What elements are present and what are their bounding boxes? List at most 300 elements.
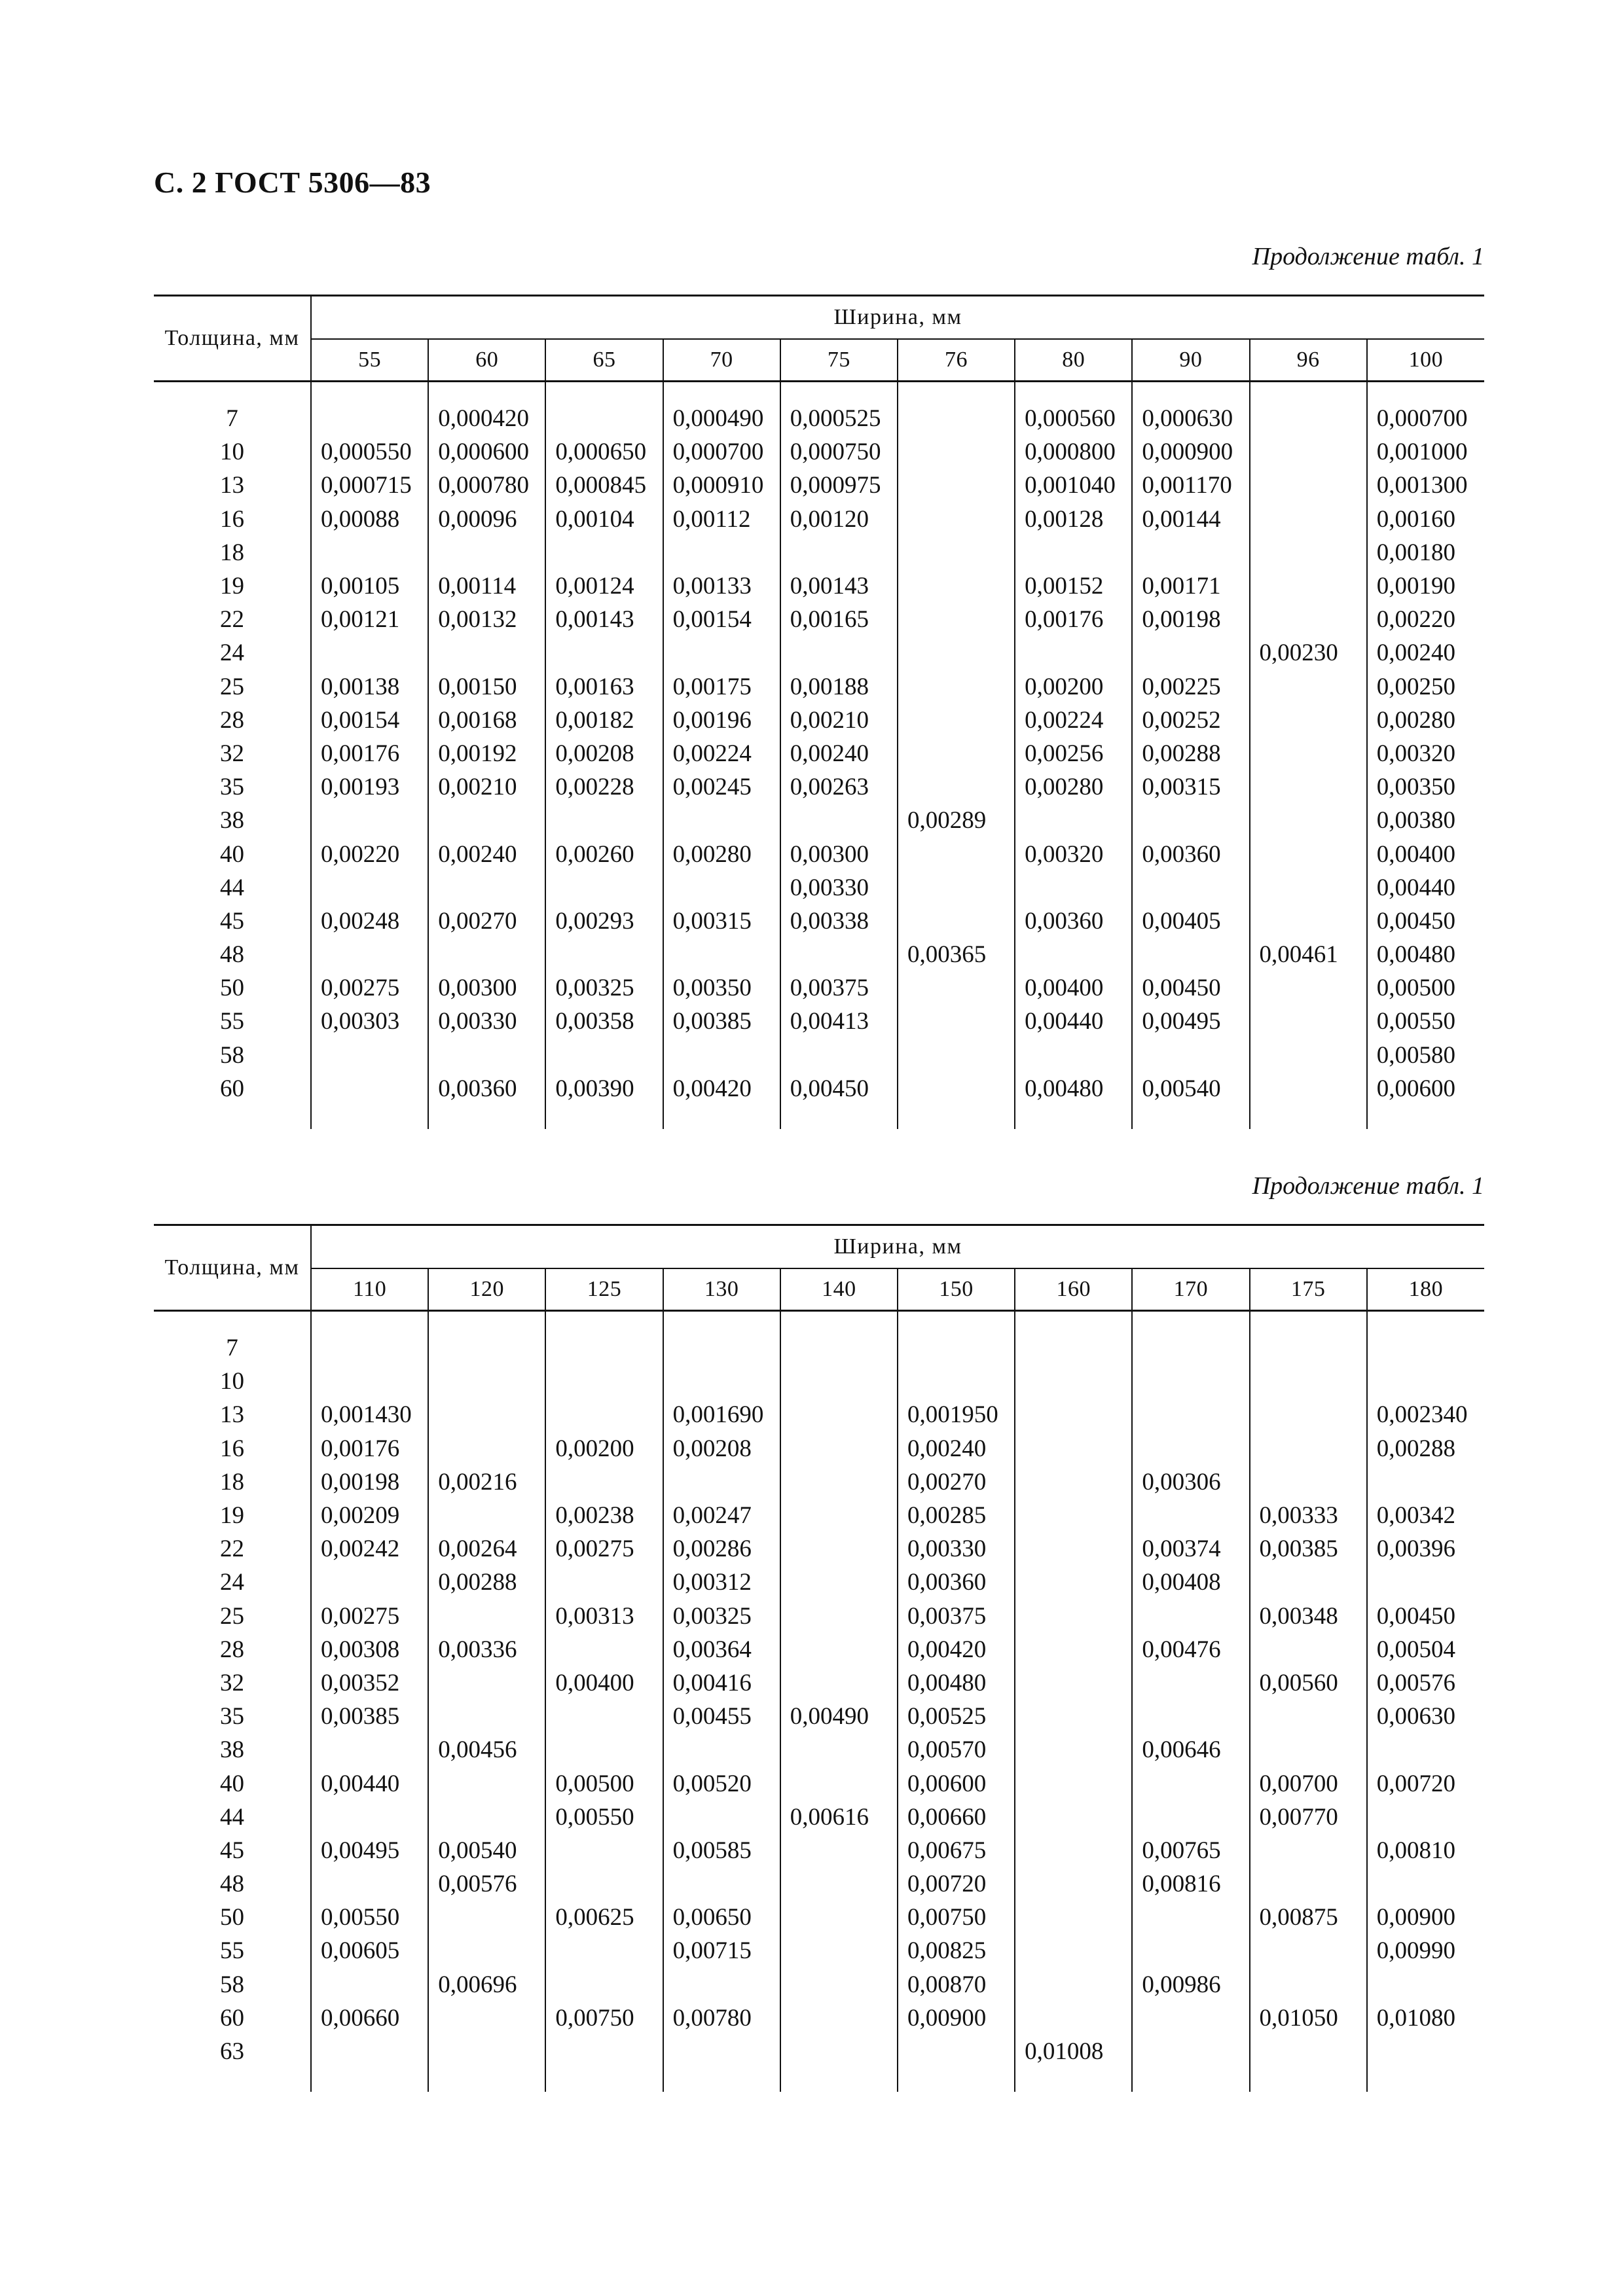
value-cell: 0,001690	[663, 1398, 780, 1431]
value-cell: 0,00247	[663, 1499, 780, 1532]
value-cell	[428, 1801, 545, 1834]
value-cell: 0,00585	[663, 1834, 780, 1867]
value-cell	[545, 804, 663, 837]
value-cell	[780, 938, 898, 971]
value-cell: 0,00190	[1376, 573, 1455, 600]
thickness-cell: 13	[154, 1398, 311, 1431]
value-cell: 0,00540	[428, 1834, 545, 1867]
value-cell	[311, 1867, 428, 1901]
value-cell	[1015, 1767, 1132, 1800]
value-cell	[1015, 1934, 1132, 1967]
value-cell: 0,00416	[663, 1666, 780, 1700]
value-cell	[1132, 1666, 1249, 1700]
value-cell: 0,00385	[1250, 1532, 1367, 1566]
value-cell: 0,00605	[311, 1934, 428, 1967]
data-table-2	[154, 1224, 1484, 2092]
table-row	[154, 971, 1484, 1005]
value-cell	[1015, 938, 1132, 971]
value-cell: 0,002340	[1376, 1401, 1468, 1429]
value-cell	[1367, 1566, 1484, 1599]
value-cell: 0,00143	[545, 603, 663, 636]
value-cell: 0,00450	[1132, 971, 1249, 1005]
value-cell: 0,00358	[545, 1005, 663, 1038]
value-cell: 0,00320	[1376, 740, 1455, 767]
table-row	[154, 737, 1484, 770]
value-cell	[780, 1331, 898, 1365]
value-cell	[428, 1767, 545, 1800]
value-cell	[1250, 1072, 1367, 1105]
value-cell	[428, 1039, 545, 1072]
value-cell: 0,00198	[1132, 603, 1249, 636]
value-cell	[1250, 804, 1367, 837]
value-cell: 0,00720	[898, 1867, 1015, 1901]
value-cell	[898, 770, 1015, 804]
value-cell	[545, 2035, 663, 2068]
value-cell	[1250, 1733, 1367, 1767]
value-cell: 0,00330	[898, 1532, 1015, 1566]
value-cell	[1250, 1934, 1367, 1967]
value-cell: 0,00263	[780, 770, 898, 804]
value-cell: 0,00576	[428, 1867, 545, 1901]
value-cell	[898, 2035, 1015, 2068]
value-cell: 0,00220	[1376, 606, 1455, 634]
value-cell: 0,00900	[1376, 1904, 1455, 1931]
thickness-cell: 35	[154, 770, 311, 804]
value-cell	[428, 1432, 545, 1465]
value-cell	[1250, 603, 1367, 636]
value-cell: 0,00114	[428, 569, 545, 603]
value-cell	[663, 804, 780, 837]
value-cell	[1015, 1398, 1132, 1431]
value-cell: 0,00240	[898, 1432, 1015, 1465]
value-cell	[898, 636, 1015, 670]
value-cell	[428, 1331, 545, 1365]
page-header: С. 2 ГОСТ 5306—83	[154, 166, 431, 199]
value-cell: 0,00400	[1015, 971, 1132, 1005]
value-cell	[1015, 1901, 1132, 1934]
value-cell: 0,000550	[311, 435, 428, 469]
value-cell: 0,00630	[1376, 1703, 1455, 1731]
value-cell	[663, 1801, 780, 1834]
value-cell	[545, 1633, 663, 1666]
value-cell	[1132, 1801, 1249, 1834]
value-cell	[1250, 670, 1367, 704]
value-cell	[428, 1600, 545, 1633]
width-column-header: 130	[663, 1268, 780, 1311]
value-cell	[780, 1365, 898, 1398]
value-cell: 0,00540	[1132, 1072, 1249, 1105]
value-cell: 0,00413	[780, 1005, 898, 1038]
value-cell: 0,00198	[311, 1465, 428, 1499]
value-cell	[1367, 1733, 1484, 1767]
value-cell: 0,00176	[311, 737, 428, 770]
value-cell	[1250, 1867, 1367, 1901]
thickness-cell: 60	[154, 1072, 311, 1105]
value-cell	[1250, 837, 1367, 870]
value-cell	[780, 1733, 898, 1767]
value-cell	[898, 1072, 1015, 1105]
value-cell	[898, 503, 1015, 536]
value-cell: 0,00550	[1376, 1008, 1455, 1035]
width-column-header: 110	[311, 1268, 428, 1311]
value-cell: 0,00325	[545, 971, 663, 1005]
value-cell: 0,00650	[663, 1901, 780, 1934]
value-cell: 0,00104	[545, 503, 663, 536]
table-row	[154, 1432, 1484, 1465]
value-cell: 0,00150	[428, 670, 545, 704]
width-column-header: 140	[780, 1268, 898, 1311]
value-cell: 0,00400	[1376, 840, 1455, 868]
value-cell	[898, 971, 1015, 1005]
value-cell: 0,000525	[780, 402, 898, 435]
value-cell: 0,00720	[1376, 1770, 1455, 1797]
thickness-cell: 40	[154, 1767, 311, 1800]
value-cell: 0,00260	[545, 837, 663, 870]
value-cell: 0,00576	[1376, 1669, 1455, 1696]
table-row	[154, 1532, 1484, 1566]
value-cell: 0,00616	[780, 1801, 898, 1834]
thickness-cell: 38	[154, 804, 311, 837]
value-cell	[780, 636, 898, 670]
value-cell: 0,00288	[428, 1566, 545, 1599]
width-column-header: 180	[1408, 1277, 1444, 1301]
thickness-cell: 7	[154, 1331, 311, 1365]
width-column-header: 65	[545, 339, 663, 382]
value-cell	[1015, 1801, 1132, 1834]
value-cell	[1250, 1432, 1367, 1465]
value-cell: 0,000900	[1132, 435, 1249, 469]
value-cell: 0,000750	[780, 435, 898, 469]
value-cell: 0,00270	[898, 1465, 1015, 1499]
value-cell: 0,00312	[663, 1566, 780, 1599]
value-cell	[1250, 1365, 1367, 1398]
value-cell	[1250, 503, 1367, 536]
value-cell	[311, 1365, 428, 1398]
value-cell: 0,00455	[663, 1700, 780, 1733]
value-cell: 0,00780	[663, 2001, 780, 2035]
value-cell	[1132, 1934, 1249, 1967]
value-cell	[428, 1365, 545, 1398]
value-cell	[1015, 1465, 1132, 1499]
value-cell: 0,00870	[898, 1968, 1015, 2001]
value-cell: 0,00375	[898, 1600, 1015, 1633]
value-cell	[428, 1934, 545, 1967]
value-cell: 0,00288	[1132, 737, 1249, 770]
value-cell: 0,00168	[428, 704, 545, 737]
thickness-cell: 16	[154, 1432, 311, 1465]
table-row	[154, 603, 1484, 636]
value-cell	[545, 1834, 663, 1867]
value-cell	[663, 1331, 780, 1365]
value-cell	[1132, 1700, 1249, 1733]
width-column-header: 80	[1015, 339, 1132, 382]
table-row	[154, 2001, 1484, 2035]
value-cell	[428, 1499, 545, 1532]
value-cell	[1250, 402, 1367, 435]
value-cell: 0,00313	[545, 1600, 663, 1633]
value-cell	[428, 2001, 545, 2035]
value-cell: 0,000560	[1015, 402, 1132, 435]
value-cell: 0,00480	[1376, 941, 1455, 969]
value-cell	[1250, 536, 1367, 569]
value-cell: 0,00580	[1376, 1041, 1455, 1069]
table-row	[154, 1365, 1484, 1398]
value-cell	[780, 1039, 898, 1072]
value-cell	[1015, 1700, 1132, 1733]
value-cell: 0,00303	[311, 1005, 428, 1038]
value-cell	[428, 636, 545, 670]
value-cell: 0,00375	[780, 971, 898, 1005]
value-cell: 0,00495	[311, 1834, 428, 1867]
value-cell: 0,00121	[311, 603, 428, 636]
value-cell: 0,00245	[663, 770, 780, 804]
value-cell	[1132, 1600, 1249, 1633]
value-cell: 0,00228	[545, 770, 663, 804]
value-cell: 0,00112	[663, 503, 780, 536]
value-cell	[1132, 536, 1249, 569]
value-cell: 0,00385	[663, 1005, 780, 1038]
value-cell	[428, 2035, 545, 2068]
value-cell: 0,00286	[663, 1532, 780, 1566]
table-continuation-label: Продолжение табл. 1	[1252, 1172, 1484, 1200]
value-cell	[545, 1968, 663, 2001]
value-cell: 0,000975	[780, 469, 898, 502]
table-row	[154, 1566, 1484, 1599]
value-cell: 0,00450	[1376, 907, 1455, 935]
value-cell	[1250, 435, 1367, 469]
width-column-header: 120	[428, 1268, 545, 1311]
table-row	[154, 905, 1484, 938]
thickness-cell: 58	[154, 1968, 311, 2001]
value-cell: 0,00600	[898, 1767, 1015, 1800]
value-cell: 0,00495	[1132, 1005, 1249, 1038]
value-cell	[428, 1901, 545, 1934]
value-cell: 0,00660	[311, 2001, 428, 2035]
value-cell	[428, 536, 545, 569]
value-cell	[428, 1700, 545, 1733]
thickness-cell: 55	[154, 1934, 311, 1967]
width-header-row	[154, 339, 1484, 382]
value-cell	[780, 1934, 898, 1967]
value-cell: 0,00300	[428, 971, 545, 1005]
value-cell	[1015, 636, 1132, 670]
value-cell	[898, 569, 1015, 603]
value-cell	[1250, 1700, 1367, 1733]
value-cell	[545, 636, 663, 670]
thickness-cell: 13	[154, 469, 311, 502]
value-cell	[545, 1398, 663, 1431]
value-cell	[1132, 1901, 1249, 1934]
value-cell: 0,001170	[1132, 469, 1249, 502]
value-cell: 0,00380	[1376, 807, 1455, 834]
value-cell	[428, 938, 545, 971]
data-table-1	[154, 295, 1484, 1129]
value-cell: 0,00250	[1376, 673, 1455, 700]
value-cell: 0,00560	[1250, 1666, 1367, 1700]
value-cell: 0,000910	[663, 469, 780, 502]
table-row	[154, 1934, 1484, 1967]
value-cell: 0,00696	[428, 1968, 545, 2001]
value-cell: 0,00675	[898, 1834, 1015, 1867]
value-cell	[663, 2035, 780, 2068]
value-cell	[1132, 1365, 1249, 1398]
value-cell: 0,00225	[1132, 670, 1249, 704]
value-cell: 0,00240	[1376, 639, 1455, 667]
value-cell	[1015, 1666, 1132, 1700]
value-cell: 0,00264	[428, 1532, 545, 1566]
value-cell: 0,00385	[311, 1700, 428, 1733]
width-column-header: 125	[545, 1268, 663, 1311]
value-cell: 0,00765	[1132, 1834, 1249, 1867]
value-cell: 0,01008	[1015, 2035, 1132, 2068]
table-row	[154, 1633, 1484, 1666]
value-cell: 0,00220	[311, 837, 428, 870]
value-cell	[311, 1733, 428, 1767]
thickness-cell: 63	[154, 2035, 311, 2068]
value-cell: 0,00450	[780, 1072, 898, 1105]
value-cell	[311, 1039, 428, 1072]
value-cell: 0,00660	[898, 1801, 1015, 1834]
value-cell	[1367, 1867, 1484, 1901]
value-cell	[898, 670, 1015, 704]
value-cell	[1132, 2001, 1249, 2035]
value-cell	[780, 1633, 898, 1666]
value-cell	[1132, 2035, 1249, 2068]
table-row	[154, 1331, 1484, 1365]
value-cell: 0,00600	[1376, 1075, 1455, 1102]
value-cell: 0,00193	[311, 770, 428, 804]
value-cell: 0,00165	[780, 603, 898, 636]
value-cell: 0,00338	[780, 905, 898, 938]
value-cell	[1015, 1566, 1132, 1599]
value-cell	[780, 1666, 898, 1700]
value-cell	[1015, 1499, 1132, 1532]
value-cell: 0,00240	[780, 737, 898, 770]
table-row	[154, 536, 1484, 569]
value-cell	[1250, 2035, 1367, 2068]
value-cell	[1367, 1331, 1484, 1365]
value-cell	[663, 636, 780, 670]
value-cell: 0,00176	[1015, 603, 1132, 636]
table-row	[154, 1499, 1484, 1532]
value-cell	[1132, 871, 1249, 905]
value-cell: 0,00900	[898, 2001, 1015, 2035]
value-cell: 0,00192	[428, 737, 545, 770]
value-cell: 0,00182	[545, 704, 663, 737]
value-cell: 0,00348	[1250, 1600, 1367, 1633]
thickness-cell: 58	[154, 1039, 311, 1072]
value-cell: 0,00550	[311, 1901, 428, 1934]
thickness-cell: 28	[154, 1633, 311, 1666]
value-cell: 0,00248	[311, 905, 428, 938]
value-cell	[1015, 1365, 1132, 1398]
value-cell	[898, 1039, 1015, 1072]
value-cell: 0,00200	[1015, 670, 1132, 704]
thickness-cell: 24	[154, 636, 311, 670]
value-cell: 0,00096	[428, 503, 545, 536]
value-cell: 0,00625	[545, 1901, 663, 1934]
thickness-cell: 45	[154, 1834, 311, 1867]
value-cell	[1132, 1331, 1249, 1365]
value-cell: 0,00490	[780, 1700, 898, 1733]
table-row	[154, 1005, 1484, 1038]
table-row	[154, 503, 1484, 536]
value-cell	[428, 871, 545, 905]
value-cell	[663, 1867, 780, 1901]
table-row	[154, 402, 1484, 435]
width-column-header: 100	[1408, 348, 1444, 372]
value-cell: 0,00288	[1376, 1435, 1455, 1462]
value-cell: 0,00350	[1376, 774, 1455, 801]
value-cell: 0,00364	[663, 1633, 780, 1666]
value-cell	[1015, 1039, 1132, 1072]
value-cell: 0,00330	[428, 1005, 545, 1038]
value-cell: 0,00242	[311, 1532, 428, 1566]
value-cell	[1132, 1767, 1249, 1800]
width-column-header: 150	[898, 1268, 1015, 1311]
thickness-cell: 50	[154, 1901, 311, 1934]
value-cell	[898, 905, 1015, 938]
value-cell: 0,00238	[545, 1499, 663, 1532]
value-cell	[1250, 469, 1367, 502]
value-cell	[1250, 737, 1367, 770]
value-cell	[898, 704, 1015, 737]
value-cell: 0,00088	[311, 503, 428, 536]
value-cell	[311, 804, 428, 837]
value-cell	[780, 804, 898, 837]
value-cell: 0,001000	[1376, 439, 1468, 466]
value-cell	[311, 1072, 428, 1105]
value-cell: 0,00256	[1015, 737, 1132, 770]
value-cell: 0,00154	[663, 603, 780, 636]
table-row	[154, 1901, 1484, 1934]
table-row	[154, 435, 1484, 469]
value-cell: 0,00132	[428, 603, 545, 636]
value-cell	[1250, 871, 1367, 905]
width-group-header: Ширина, мм	[311, 1225, 1484, 1269]
value-cell	[1250, 971, 1367, 1005]
value-cell: 0,00550	[545, 1801, 663, 1834]
value-cell	[1015, 1968, 1132, 2001]
value-cell: 0,00175	[663, 670, 780, 704]
value-cell: 0,00480	[1015, 1072, 1132, 1105]
value-cell: 0,00308	[311, 1633, 428, 1666]
value-cell	[1250, 1633, 1367, 1666]
value-cell	[780, 1432, 898, 1465]
value-cell: 0,000490	[663, 402, 780, 435]
value-cell: 0,000630	[1132, 402, 1249, 435]
value-cell	[311, 871, 428, 905]
table-row	[154, 1767, 1484, 1800]
table-row	[154, 1072, 1484, 1105]
value-cell	[663, 938, 780, 971]
value-cell: 0,001300	[1376, 472, 1468, 499]
value-cell: 0,00360	[1132, 837, 1249, 870]
thickness-cell: 10	[154, 1365, 311, 1398]
thickness-cell: 35	[154, 1700, 311, 1733]
value-cell	[545, 1331, 663, 1365]
value-cell: 0,00280	[1015, 770, 1132, 804]
value-cell	[898, 435, 1015, 469]
value-cell	[428, 1666, 545, 1700]
value-cell	[1367, 1801, 1484, 1834]
value-cell	[898, 737, 1015, 770]
table-row	[154, 1700, 1484, 1733]
value-cell	[1132, 938, 1249, 971]
value-cell	[428, 804, 545, 837]
value-cell: 0,00461	[1250, 938, 1367, 971]
thickness-header: Толщина, мм	[154, 296, 311, 382]
